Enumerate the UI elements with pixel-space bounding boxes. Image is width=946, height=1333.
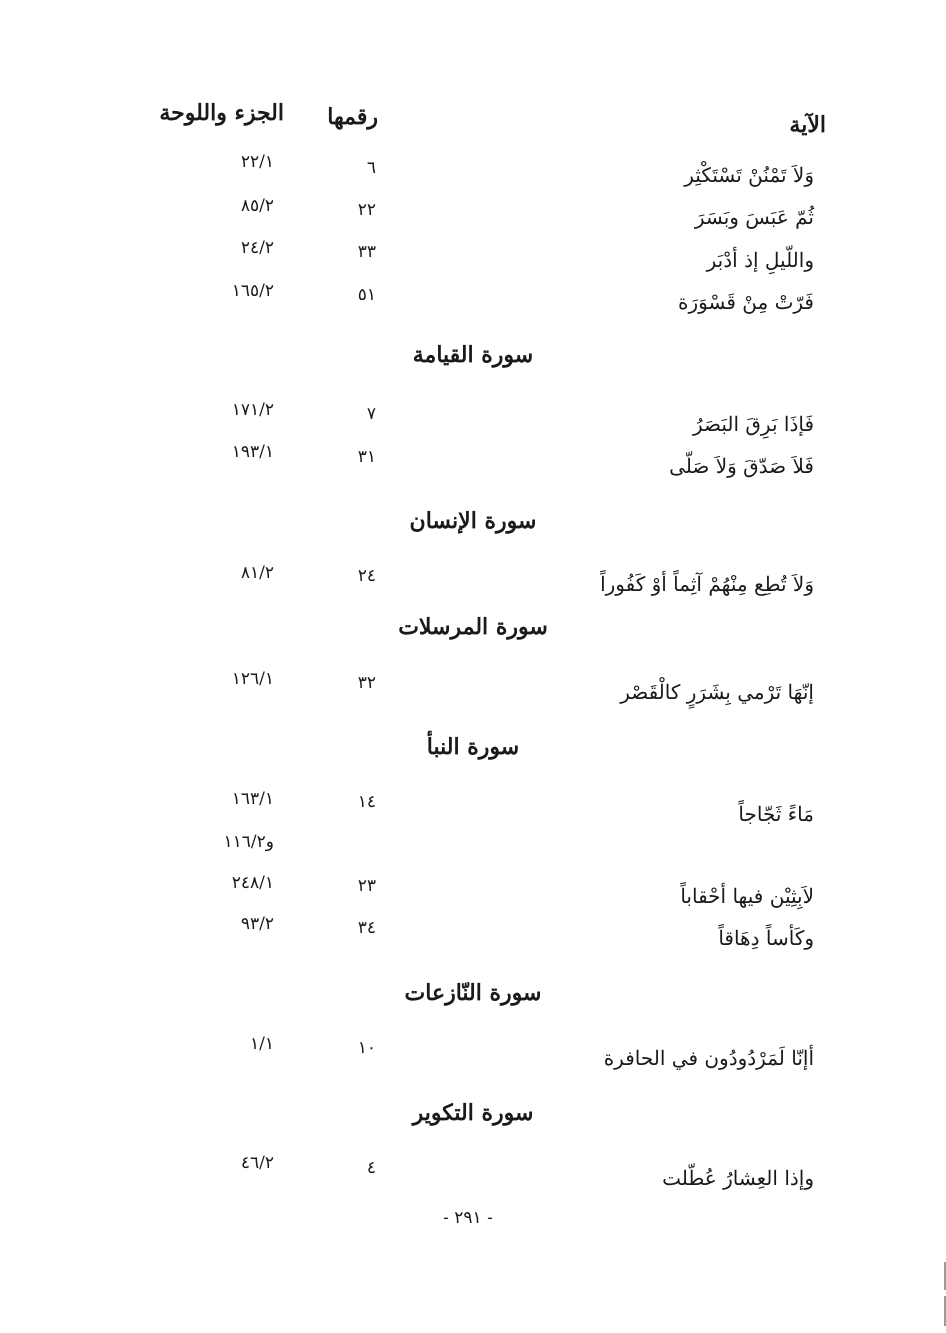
verse-text: أإنّا لَمَرْدُودُون في الحافرة [603,1046,814,1070]
verse-ref: ١٦٥/٢ [231,281,274,301]
verse-ref: ١/١ [250,1034,274,1054]
verse-number: ٣٢ [357,673,376,693]
surah-heading: سورة النّازعات [404,980,542,1006]
verse-text: وَلاَ تَمْنُنْ تَسْتَكْثِر [684,163,814,187]
verse-number: ٣١ [357,447,376,467]
verse-ref: ٨١/٢ [240,563,274,583]
verse-text: فَلاَ صَدّقَ وَلاَ صَلّى [669,454,814,478]
verse-ref: ١٩٣/١ [231,442,274,462]
verse-text: فَإذَا بَرِقَ البَصَرُ [692,412,814,436]
verse-ref: ٢٤٨/١ [231,873,274,893]
verse-number: ٢٣ [357,876,376,896]
verse-number: ٣٤ [357,918,376,938]
header-number: رقمها [327,104,378,130]
verse-number: ٢٤ [357,566,376,586]
verse-text: فَرّتْ مِنْ قَسْوَرَة [678,290,814,314]
verse-number: ١٠ [357,1038,376,1058]
verse-text: إنّهَا تَرْمي بِشَرَرٍ كالْقَصْر [620,680,814,704]
header-part: الجزء واللوحة [159,100,284,126]
verse-text: مَاءً ثَجّاجاً [738,802,814,826]
verse-text: وَلاَ تُطِع مِنْهُمْ آثِماً أوْ كَفُوراً [600,572,814,596]
surah-heading: سورة النبأ [426,734,520,760]
verse-ref: ٨٥/٢ [240,196,274,216]
verse-ref: ١٦٣/١ [231,789,274,809]
verse-number: ٧ [366,404,376,424]
surah-heading: سورة المرسلات [398,614,548,640]
page-number: - ٢٩١ - [443,1208,493,1228]
verse-ref: ٤٦/٢ [240,1153,274,1173]
verse-ref: ١٧١/٢ [231,400,274,420]
verse-ref: ٢٢/١ [240,152,274,172]
verse-ref: ٩٣/٢ [240,914,274,934]
verse-number: ٦ [366,158,376,178]
surah-heading: سورة التكوير [412,1100,534,1126]
verse-number: ٤ [366,1158,376,1178]
verse-text: واللّيلِ إذ أدْبَر [706,248,814,272]
verse-number: ٥١ [357,285,376,305]
surah-heading: سورة الإنسان [409,508,537,534]
verse-ref: ١٢٦/١ [231,669,274,689]
verse-text: ثُمّ عَبَسَ وبَسَرَ [694,205,814,229]
verse-number: ١٤ [357,792,376,812]
verse-text: وكَأساً دِهَاقاً [718,926,814,950]
verse-ref-extra: و١١٦/٢ [223,832,274,852]
verse-ref: ٢٤/٢ [240,238,274,258]
verse-number: ٣٣ [357,242,376,262]
verse-text: وإذا العِشارُ عُطّلت [662,1166,814,1190]
header-verse: الآية [789,112,826,138]
verse-number: ٢٢ [357,200,376,220]
verse-text: لاَبِثِيْن فيها أحْقاباً [680,884,814,908]
surah-heading: سورة القيامة [412,342,534,368]
